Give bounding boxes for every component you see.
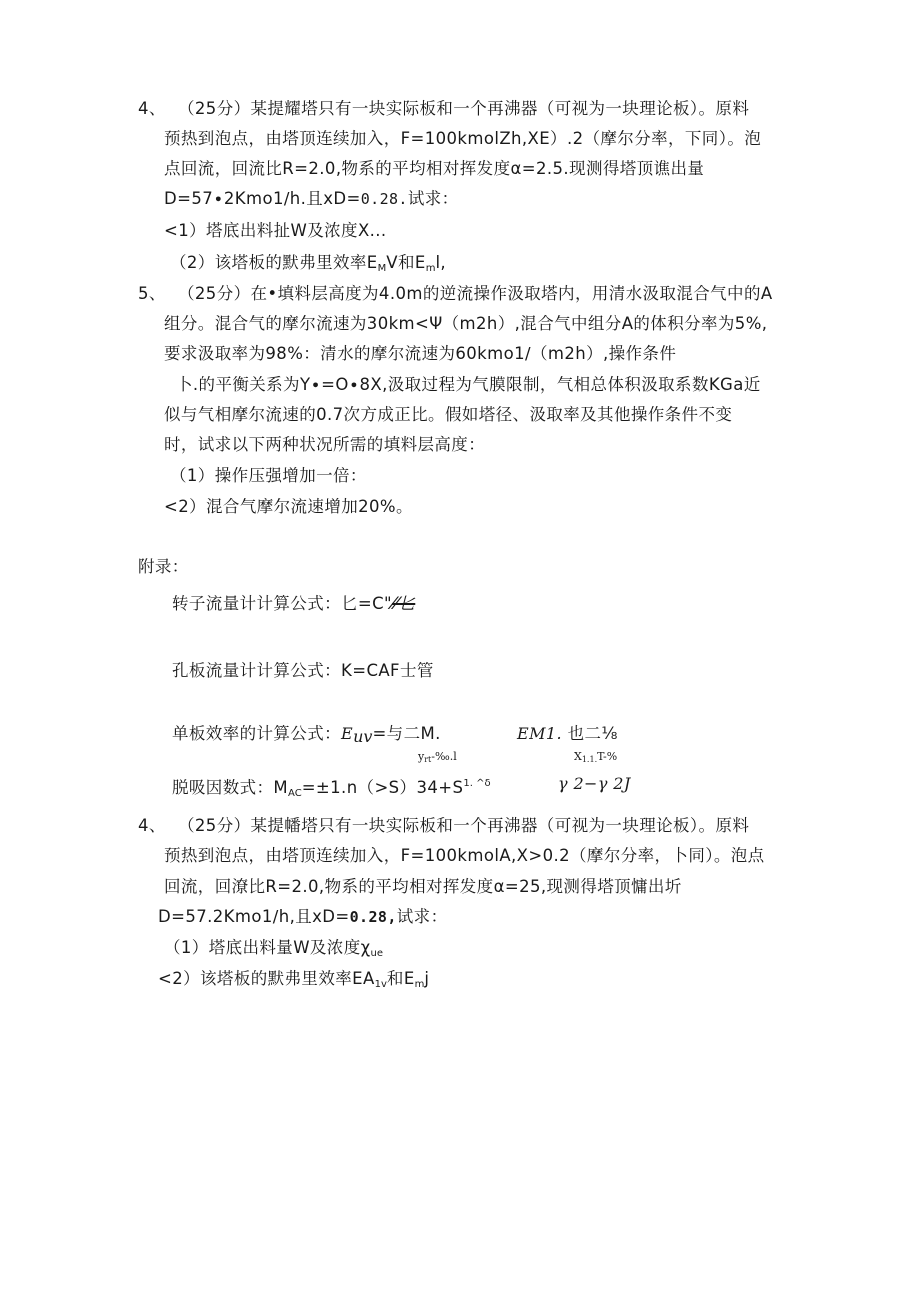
problem-number: 5、 (138, 284, 166, 303)
appendix-title: 附录： (138, 557, 189, 576)
desorption-factor-formula: 脱吸因数式：$M_{AC}=\pm 1.n(>S)34+S^{1. \^{}\delta}$ (172, 778, 491, 799)
problem-5-line-5: 似与气相摩尔流速的0.7次方成正比。假如塔径、汲取率及其他操作条件不变 (164, 405, 733, 424)
problem-4b-line-4: D=57.2Kmo1∕h,且xD=0.28,试求： (158, 907, 448, 926)
desorption-factor-tail: γ 2−γ 2J (558, 774, 631, 793)
problem-4b-line-1: 4、 （25分）某提幡塔只有一块实际板和一个再沸器（可视为一块理论板）。原料 (138, 816, 750, 835)
problem-4a-item-2: （2）该塔板的默弗里效率$E_MV$和$E_ml$, (170, 253, 447, 274)
problem-4b-item-2: <2）该塔板的默弗里效率$EA_{1v}$和$E_mj$ (158, 969, 430, 990)
problem-5-line-6: 时，试求以下两种状况所需的填料层高度： (164, 435, 486, 454)
plate-efficiency-denominator-1: yrt-‰.l (418, 750, 457, 764)
plate-efficiency-denominator-2: X1.1.T-% (574, 750, 618, 764)
problem-5-line-2: 组分。混合气的摩尔流速为30km<Ψ（m2h）,混合气中组分A的体积分率为5%, (164, 314, 768, 333)
problem-4a-line-3: 点回流，回流比R=2.0,物系的平均相对挥发度α=2.5.现测得塔顶谯出量 (164, 159, 705, 178)
problem-4a-item-1: <1）塔底出料扯W及浓度X... (164, 221, 387, 240)
problem-4a-line-1: 4、 （25分）某提耀塔只有一块实际板和一个再沸器（可视为一块理论板）。原料 (138, 99, 750, 118)
problem-number: 4、 (138, 99, 166, 118)
problem-5-line-4: 卜.的平衡关系为Y∙=O∙8X,汲取过程为气膜限制，气相总体积汲取系数KGa近 (176, 375, 761, 394)
problem-5-item-2: <2）混合气摩尔流速增加20%。 (164, 497, 413, 516)
problem-5-item-1: （1）操作压强增加一倍： (170, 466, 367, 485)
rotameter-formula: 转子流量计计算公式：匕=C"⁄⁄匕 (172, 594, 416, 613)
problem-5-line-3: 要求汲取率为98%：清水的摩尔流速为60kmo1∕（m2h）,操作条件 (164, 344, 677, 363)
problem-4b-item-1: （1）塔底出料量W及浓度$\chi_{ue}$ (164, 938, 384, 959)
problem-4a-line-4: D=57∙2Kmo1∕h.且xD=0.28.试求： (164, 189, 459, 208)
problem-4b-line-2: 预热到泡点，由塔顶连续加入，F=100kmolA,X>0.2（摩尔分率，卜同）。泡点 (164, 846, 765, 865)
problem-4a-line-2: 预热到泡点，由塔顶连续加入，F=100kmolZh,XE）.2（摩尔分率，下同）。泡 (164, 129, 762, 148)
problem-4b-line-3: 回流，回潦比R=2.0,物系的平均相对挥发度α=25,现测得塔顶慵出圻 (164, 877, 682, 896)
orifice-formula: 孔板流量计计算公式：K=CAF士管 (172, 661, 434, 680)
plate-efficiency-formula: 单板效率的计算公式：Euv=与二M. (172, 724, 441, 746)
plate-efficiency-formula-right: EM1. 也二⅛ (517, 724, 618, 743)
problem-5-line-1: 5、 （25分）在•填料层高度为4.0m的逆流操作汲取塔内，用清水汲取混合气中的A (138, 284, 773, 303)
problem-number: 4、 (138, 816, 166, 835)
